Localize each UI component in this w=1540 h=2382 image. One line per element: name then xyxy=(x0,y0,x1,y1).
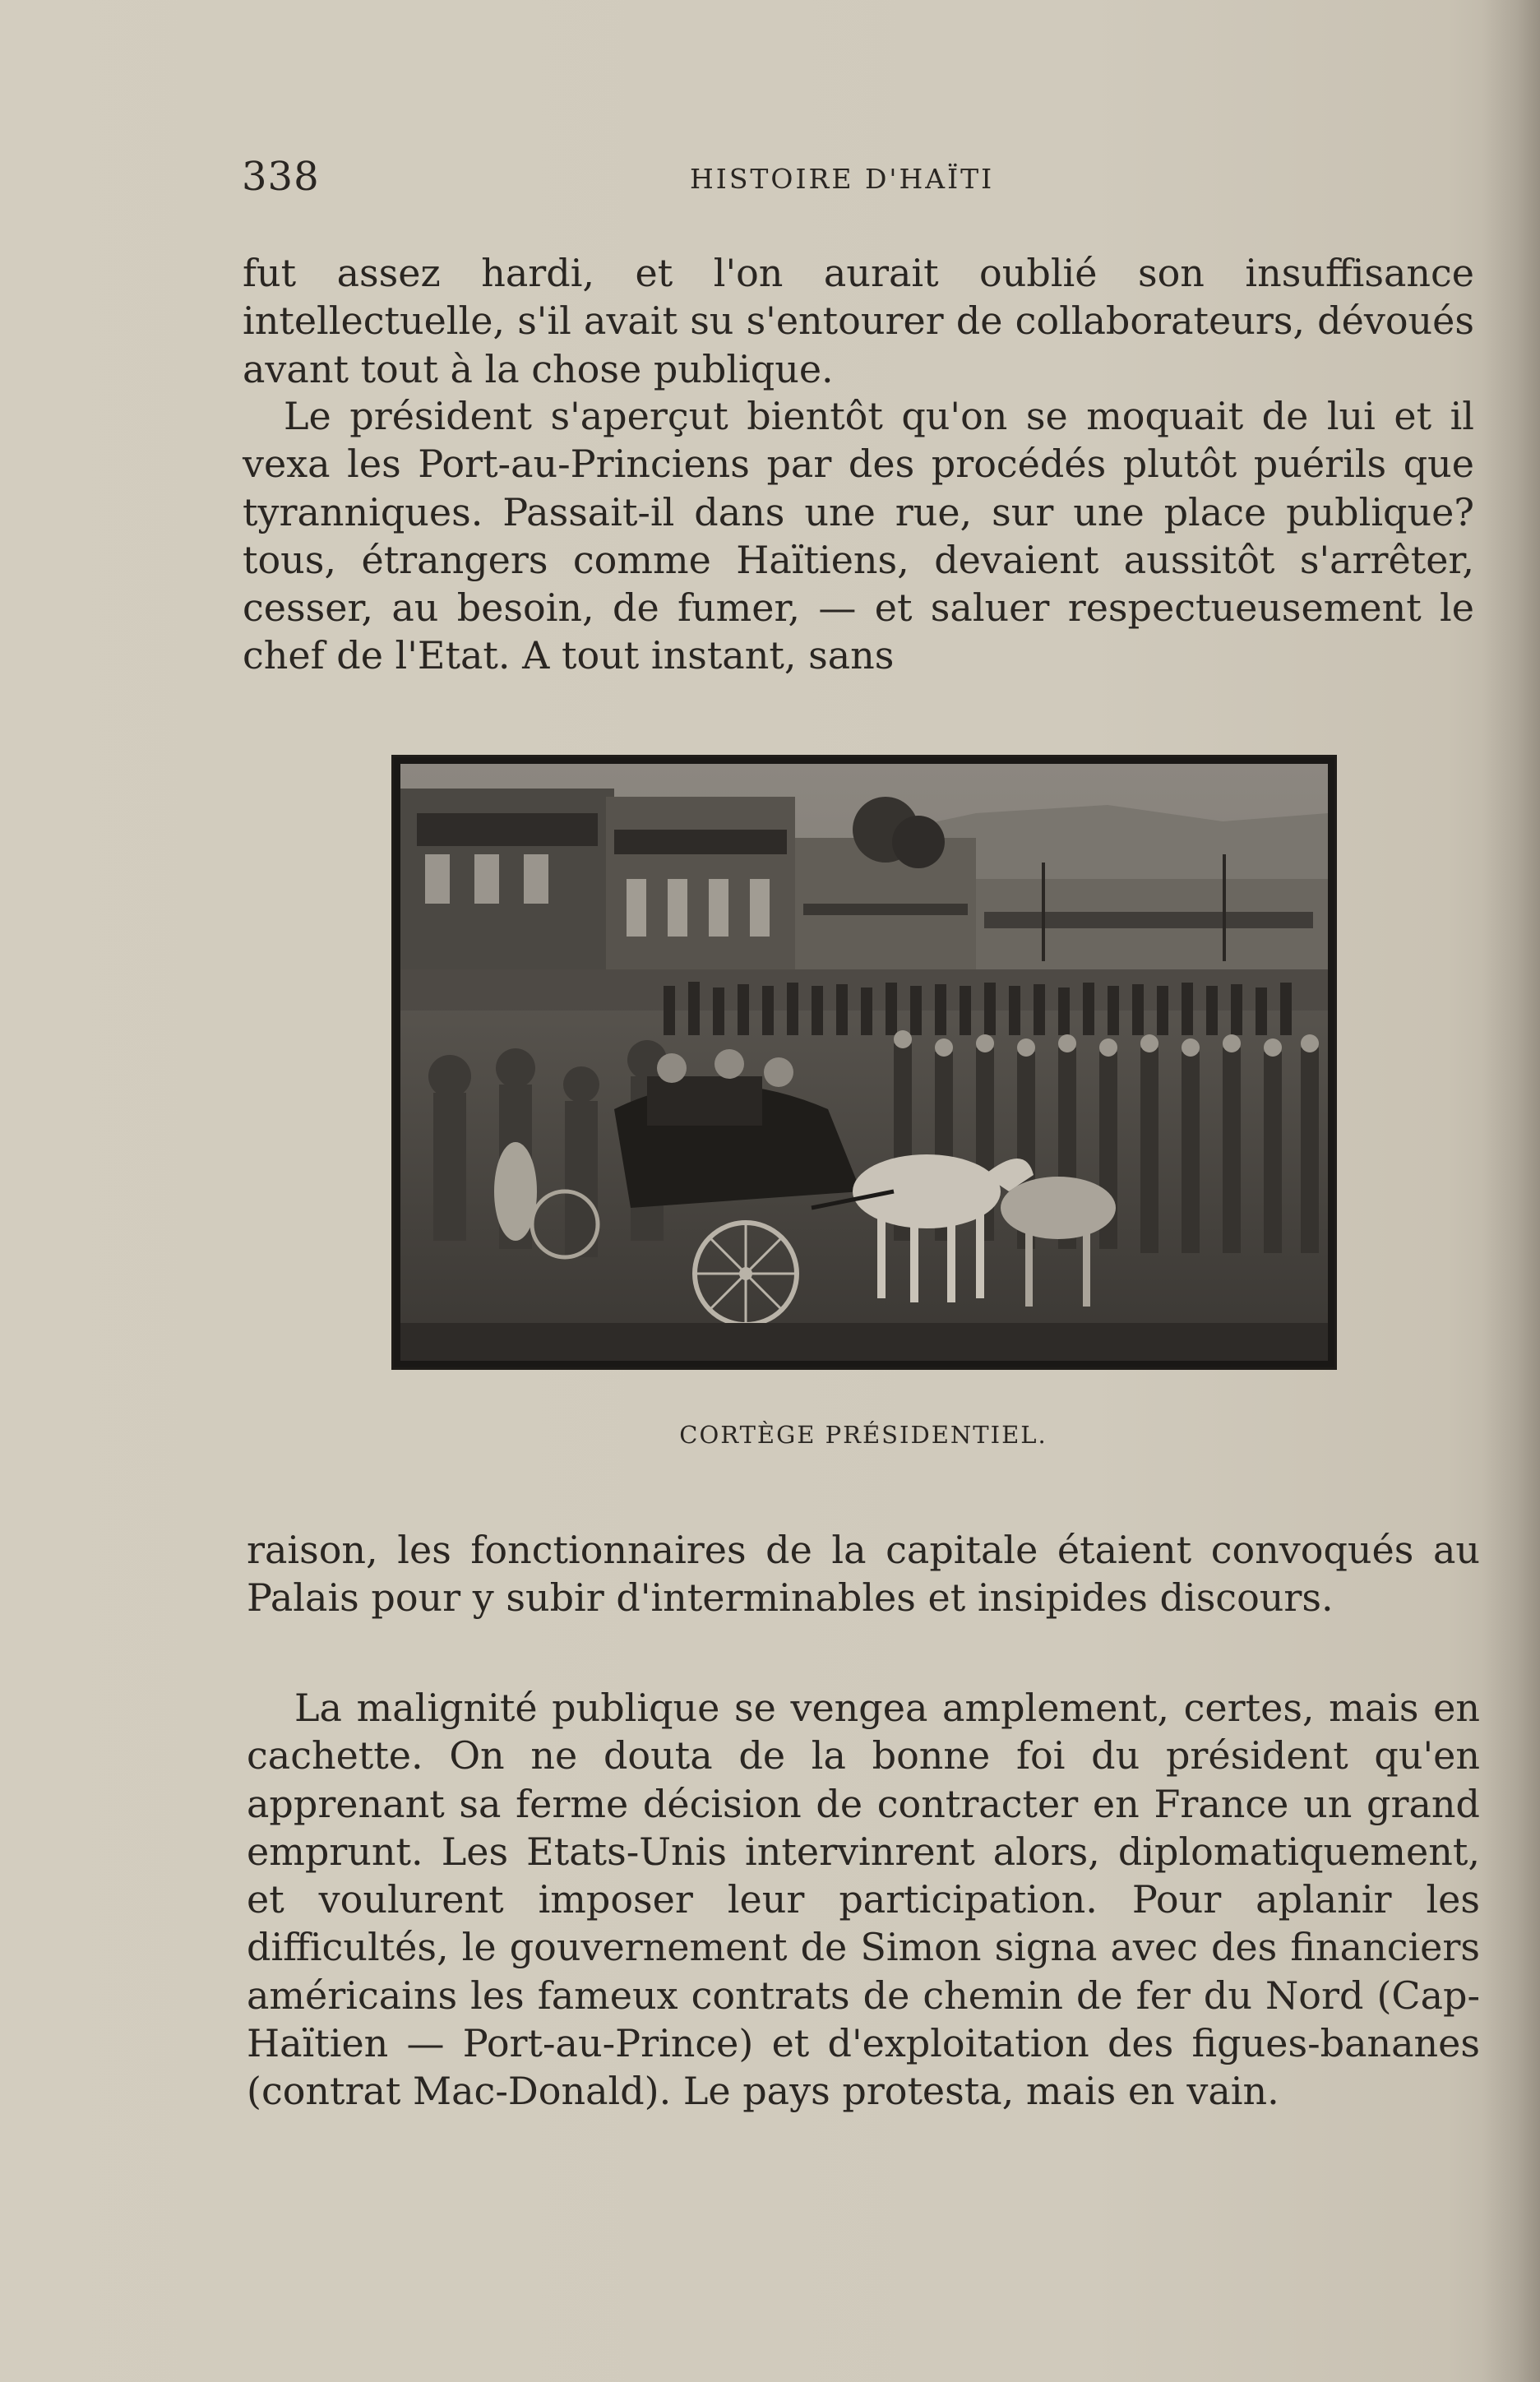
paragraph-2: Le président s'aperçut bientôt qu'on se moquait de lui et il vexa les Port-au-Princiens par des procédés plutôt puérils que tyranniques. Passait-il dans une rue, sur une place publique? tous, étrangers comme Haïtiens, devaient aussitôt s'arrêter, cesser, au besoin, de fumer, — et saluer respectueusement le chef de l'Etat. A tout instant, sans xyxy=(243,394,1474,678)
paragraph-1: fut assez hardi, et l'on aurait oublié son insuffisance intellectuelle, s'il avait su s'entourer de collaborateurs, dévoués avant tout à la chose publique. xyxy=(243,251,1474,391)
page-edge-shadow xyxy=(1482,0,1540,2382)
photograph-illustration xyxy=(400,764,1328,1361)
page-header xyxy=(242,152,1475,201)
page-number: 338 xyxy=(242,154,320,200)
figure-caption: CORTÈGE PRÉSIDENTIEL. xyxy=(679,1421,1047,1449)
running-title: HISTOIRE D'HAÏTI xyxy=(690,163,995,195)
paragraph-3: raison, les fonctionnaires de la capitale étaient convoqués au Palais pour y subir d'interminables et insipides discours. xyxy=(247,1528,1480,1621)
paragraph-4: La malignité publique se vengea amplement, certes, mais en cachette. On ne douta de la bonne foi du président qu'en apprenant sa ferme décision de contracter en France un grand emprunt. Les Etats-Unis intervinrent alors, diplomatiquement, et voulurent imposer leur participation. Pour aplanir les difficultés, le gouvernement de Simon signa avec des financiers américains les fameux contrats de chemin de fer du Nord (Cap-Haïtien — Port-au-Prince) et d'exploitation des figues-bananes (contrat Mac-Donald). Le pays protesta, mais en vain. xyxy=(247,1686,1480,2114)
photograph-presidential-cortege xyxy=(391,755,1337,1370)
